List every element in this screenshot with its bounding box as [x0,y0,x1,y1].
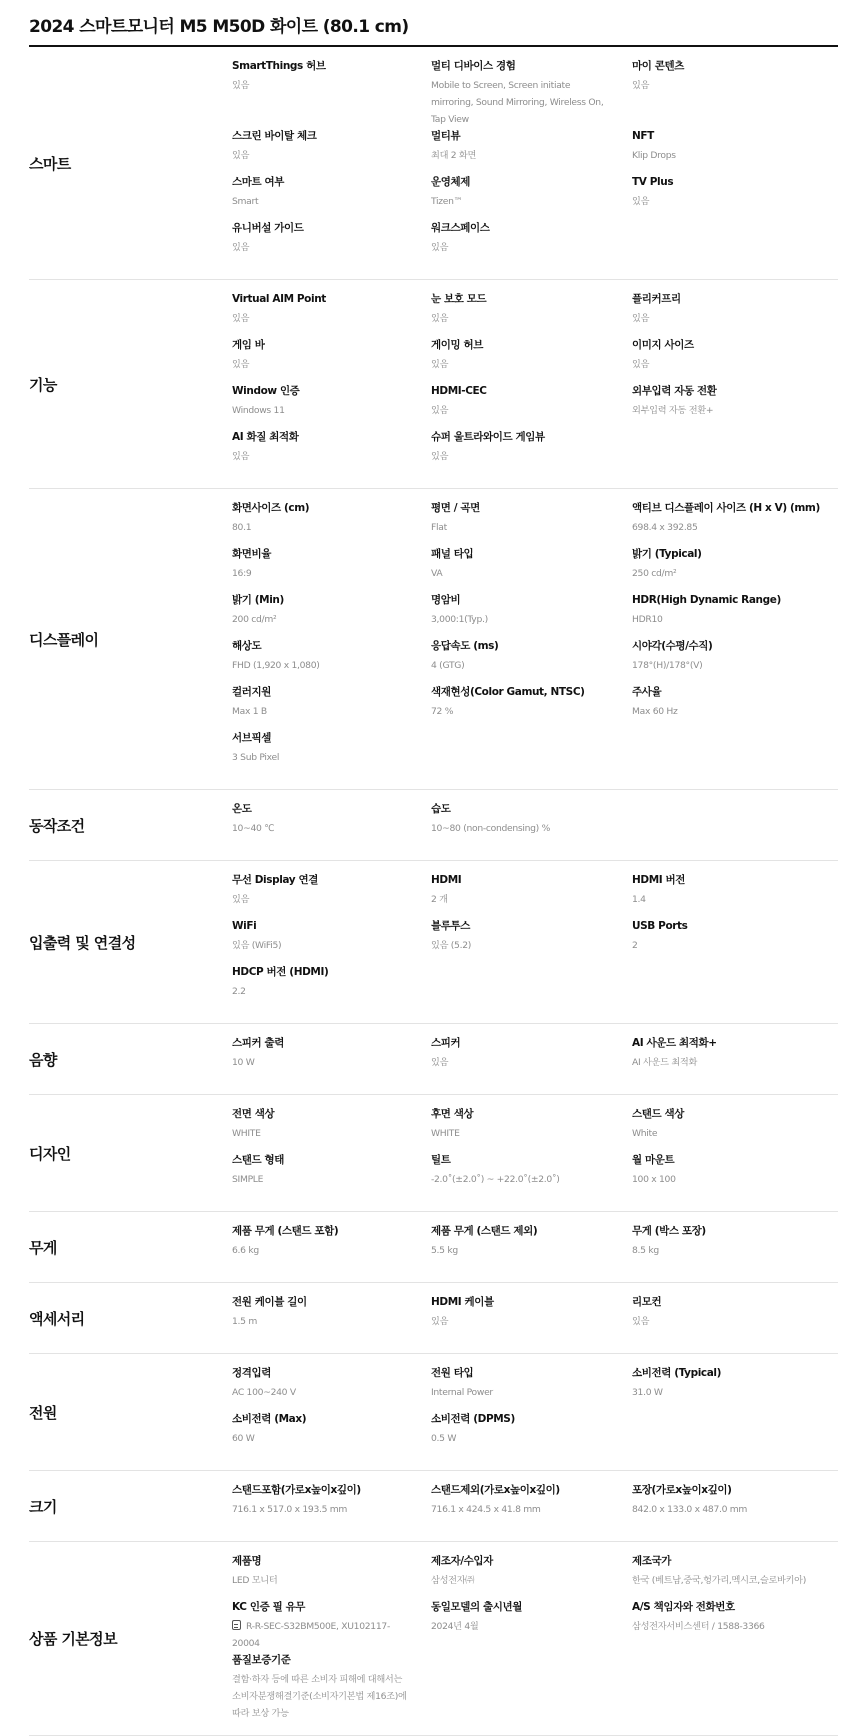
spec-item [232,638,431,684]
spec-item [232,684,431,730]
spec-item [232,1599,431,1652]
spec-label: 마이 콘텐츠 [632,60,684,72]
spec-value: AI 사운드 최적화 [632,1057,698,1068]
spec-item [232,1482,431,1528]
spec-item [232,1035,431,1081]
spec-item [232,1152,431,1198]
spec-grid [232,1095,838,1211]
spec-label: 품질보증기준 [232,1654,291,1666]
spec-label: 멀티 디바이스 경험 [431,60,516,72]
spec-item [632,128,838,174]
spec-label: 후면 색상 [431,1108,474,1120]
spec-value: WHITE [431,1128,460,1139]
spec-label: 리모컨 [632,1296,662,1308]
spec-value: 5.5 kg [431,1245,458,1256]
spec-item [431,1035,632,1081]
spec-item [232,1365,431,1411]
spec-value: 10~80 (non-condensing) % [431,823,550,834]
spec-label: 서브픽셀 [232,732,271,744]
spec-item [232,174,431,220]
spec-item [632,546,838,592]
spec-item [232,1294,431,1340]
spec-grid [232,1283,838,1353]
spec-value: 2 [632,940,638,951]
spec-value: 3 Sub Pixel [232,752,280,763]
spec-section [29,489,838,790]
spec-value: 10 W [232,1057,255,1068]
spec-label: A/S 책임자와 전화번호 [632,1601,735,1613]
spec-label: 스탠드 형태 [232,1154,284,1166]
spec-value: 한국 (베트남,중국,헝가리,멕시코,슬로바키아) [632,1575,807,1586]
section-title: 액세서리 [29,1309,85,1328]
spec-value: 72 % [431,706,454,717]
spec-item [632,1035,838,1081]
spec-label: 전원 케이블 길이 [232,1296,307,1308]
spec-label: 소비전력 (Max) [232,1413,307,1425]
spec-item [431,1223,632,1269]
spec-label: 포장(가로x높이x깊이) [632,1484,732,1496]
spec-item [431,918,632,964]
spec-value: Mobile to Screen, Screen initiate mirroring, Sound Mirroring, Wireless On, Tap View [431,80,604,125]
spec-label: 소비전력 (DPMS) [431,1413,515,1425]
spec-label: 무선 Display 연결 [232,874,318,886]
spec-value: 있음 [431,242,449,253]
spec-value: 8.5 kg [632,1245,659,1256]
spec-label: 외부입력 자동 전환 [632,385,717,397]
spec-label: 스피커 [431,1037,461,1049]
spec-item [632,1482,838,1528]
spec-value: 3,000:1(Typ.) [431,614,488,625]
section-title: 스마트 [29,154,71,173]
spec-item [232,1652,431,1722]
spec-item [232,291,431,337]
spec-value: Max 1 B [232,706,267,717]
spec-value: 있음 [431,313,449,324]
spec-item [632,1106,838,1152]
spec-value: 있음 [632,80,650,91]
spec-grid [232,1212,838,1282]
spec-label: HDCP 버전 (HDMI) [232,966,329,978]
spec-item [232,128,431,174]
spec-label: NFT [632,130,654,142]
spec-item [232,383,431,429]
section-title: 디스플레이 [29,630,99,649]
spec-item [431,291,632,337]
spec-item [632,500,838,546]
spec-item [431,500,632,546]
spec-value: 있음 [632,196,650,207]
spec-item [232,872,431,918]
spec-label: 전원 타입 [431,1367,474,1379]
section-title: 크기 [29,1497,57,1516]
spec-label: 스탠드포함(가로x높이x깊이) [232,1484,361,1496]
spec-item [232,337,431,383]
spec-value [232,1618,431,1652]
section-title: 디자인 [29,1144,71,1163]
spec-label: 멀티뷰 [431,130,461,142]
spec-value: 있음 (5.2) [431,940,472,951]
spec-value: 있음 [232,80,250,91]
spec-value: SIMPLE [232,1174,264,1185]
spec-item [431,546,632,592]
spec-value-text: R-R-SEC-S32BM500E, XU102117-20004 [232,1621,390,1649]
spec-section [29,1212,838,1283]
spec-section [29,280,838,489]
spec-item [232,1553,431,1599]
spec-item [232,429,431,475]
spec-item [232,1106,431,1152]
spec-value: 있음 [431,1057,449,1068]
spec-label: 틸트 [431,1154,451,1166]
spec-item [431,174,632,220]
spec-label: 시야각(수평/수직) [632,640,713,652]
spec-label: 스탠드 색상 [632,1108,684,1120]
spec-item [632,1152,838,1198]
section-title: 동작조건 [29,816,85,835]
spec-label: 스크린 바이탈 체크 [232,130,317,142]
spec-value: 있음 [232,894,250,905]
spec-value: 있음 [232,150,250,161]
spec-label: 워크스페이스 [431,222,490,234]
spec-value: 6.6 kg [232,1245,259,1256]
spec-value: 있음 [232,313,250,324]
spec-value: Windows 11 [232,405,285,416]
section-title: 전원 [29,1403,57,1422]
spec-grid [232,790,838,860]
kc-mark-icon [232,1620,241,1630]
spec-value: 100 x 100 [632,1174,676,1185]
spec-label: AI 화질 최적화 [232,431,299,443]
spec-sections [29,47,838,1736]
spec-value: 178°(H)/178°(V) [632,660,703,671]
spec-label: 제품명 [232,1555,262,1567]
spec-label: 밝기 (Min) [232,594,284,606]
spec-grid [232,1024,838,1094]
spec-value: 698.4 x 392.85 [632,522,698,533]
spec-grid [232,1354,838,1470]
spec-value: 2.2 [232,986,246,997]
spec-label: HDMI [431,874,462,886]
spec-label: 제품 무게 (스탠드 포함) [232,1225,339,1237]
spec-item [431,1411,632,1457]
spec-value: 있음 [431,405,449,416]
spec-label: 평면 / 곡면 [431,502,480,514]
spec-item [431,220,632,266]
spec-value: -2.0˚(±2.0˚) ~ +22.0˚(±2.0˚) [431,1174,560,1185]
spec-label: Virtual AIM Point [232,293,326,305]
spec-value: 있음 [232,242,250,253]
spec-item [431,383,632,429]
spec-label: 월 마운트 [632,1154,675,1166]
spec-label: 화면사이즈 (cm) [232,502,310,514]
spec-label: 플리커프리 [632,293,681,305]
spec-section [29,1354,838,1471]
spec-label: 전면 색상 [232,1108,275,1120]
spec-item [632,58,838,128]
spec-label: 제조국가 [632,1555,671,1567]
spec-item [632,383,838,429]
spec-value: Max 60 Hz [632,706,678,717]
section-title: 기능 [29,375,57,394]
spec-item [431,592,632,638]
spec-label: 제품 무게 (스탠드 제외) [431,1225,538,1237]
spec-label: 블루투스 [431,920,470,932]
spec-item [431,1106,632,1152]
spec-item [632,1294,838,1340]
spec-item [232,592,431,638]
spec-grid [232,489,838,789]
spec-item [232,964,431,1010]
spec-item [632,918,838,964]
spec-item [632,1599,838,1652]
spec-label: SmartThings 허브 [232,60,326,72]
spec-label: 주사율 [632,686,662,698]
spec-label: USB Ports [632,920,688,932]
spec-value: FHD (1,920 x 1,080) [232,660,320,671]
spec-value: 결함·하자 등에 따른 소비자 피해에 대해서는 소비자분쟁해결기준(소비자기본법 제16조)에 따라 보상 가능 [232,1674,407,1719]
spec-item [232,730,431,776]
spec-grid [232,47,838,279]
spec-value: VA [431,568,443,579]
spec-item [431,337,632,383]
spec-value: 10~40 ℃ [232,823,275,834]
spec-value: WHITE [232,1128,261,1139]
spec-item [431,429,632,475]
spec-label: 온도 [232,803,252,815]
spec-value: 외부입력 자동 전환+ [632,405,714,416]
spec-label: 액티브 디스플레이 사이즈 (H x V) (mm) [632,502,820,514]
spec-label: KC 인증 필 유무 [232,1601,306,1613]
spec-label: 색재현성(Color Gamut, NTSC) [431,686,585,698]
section-title: 무게 [29,1238,57,1257]
spec-item [431,801,632,847]
spec-item [632,638,838,684]
spec-value: 842.0 x 133.0 x 487.0 mm [632,1504,748,1515]
spec-label: 응답속도 (ms) [431,640,499,652]
spec-label: 명암비 [431,594,461,606]
spec-section [29,1542,838,1736]
spec-item [632,684,838,730]
page-title: 2024 스마트모니터 M5 M50D 화이트 (80.1 cm) [29,0,838,47]
spec-item [431,1482,632,1528]
spec-value: 있음 [431,451,449,462]
spec-value: 있음 [431,359,449,370]
spec-label: 이미지 사이즈 [632,339,694,351]
spec-value: 있음 [632,313,650,324]
section-title: 입출력 및 연결성 [29,933,136,952]
spec-grid [232,1542,838,1735]
spec-label: 컬러지원 [232,686,271,698]
spec-label: AI 사운드 최적화+ [632,1037,717,1049]
spec-item [431,1365,632,1411]
spec-label: HDR(High Dynamic Range) [632,594,781,606]
spec-label: TV Plus [632,176,674,188]
spec-value: HDR10 [632,614,663,625]
spec-value: 716.1 x 424.5 x 41.8 mm [431,1504,541,1515]
spec-label: 무게 (박스 포장) [632,1225,706,1237]
spec-value: 16:9 [232,568,252,579]
spec-value: 0.5 W [431,1433,457,1444]
spec-grid [232,1471,838,1541]
spec-item [232,1223,431,1269]
spec-item [232,801,431,847]
spec-value: 80.1 [232,522,252,533]
spec-item [232,918,431,964]
section-title: 상품 기본정보 [29,1630,117,1648]
spec-value: 있음 [632,1316,650,1327]
spec-label: 동일모델의 출시년월 [431,1601,522,1613]
spec-value: 200 cd/m² [232,614,277,625]
spec-value: 2 개 [431,894,448,905]
spec-section [29,1024,838,1095]
spec-item [632,1223,838,1269]
spec-item [232,546,431,592]
spec-label: 유니버설 가이드 [232,222,304,234]
spec-value: White [632,1128,658,1139]
spec-label: WiFi [232,920,257,932]
spec-item [431,128,632,174]
spec-item [232,500,431,546]
spec-section [29,861,838,1024]
spec-label: 스피커 출력 [232,1037,284,1049]
spec-label: 슈퍼 울트라와이드 게임뷰 [431,431,545,443]
spec-section [29,1283,838,1354]
spec-value: 60 W [232,1433,255,1444]
spec-value: 있음 [632,359,650,370]
spec-value: 31.0 W [632,1387,663,1398]
spec-value: 최대 2 화면 [431,150,477,161]
spec-value: Smart [232,196,259,207]
spec-value: AC 100~240 V [232,1387,296,1398]
spec-grid [232,280,838,488]
spec-label: 제조자/수입자 [431,1555,493,1567]
spec-label: 소비전력 (Typical) [632,1367,722,1379]
spec-item [632,291,838,337]
spec-value: Internal Power [431,1387,493,1398]
spec-value: 있음 [431,1316,449,1327]
spec-section [29,47,838,280]
spec-value: 삼성전자㈜ [431,1575,475,1586]
spec-item [431,1294,632,1340]
spec-label: HDMI 버전 [632,874,686,886]
spec-label: 습도 [431,803,451,815]
spec-item [632,174,838,220]
spec-item [232,220,431,266]
spec-label: 정격입력 [232,1367,271,1379]
spec-item [431,58,632,128]
spec-label: 스탠드제외(가로x높이x깊이) [431,1484,560,1496]
spec-value: Tizen™ [431,196,463,207]
spec-label: HDMI-CEC [431,385,487,397]
spec-grid [232,861,838,1023]
spec-value: 1.4 [632,894,646,905]
spec-section [29,1095,838,1212]
spec-value: Klip Drops [632,150,676,161]
spec-item [632,872,838,918]
spec-value: 250 cd/m² [632,568,677,579]
spec-label: 해상도 [232,640,262,652]
spec-item [632,337,838,383]
spec-label: HDMI 케이블 [431,1296,494,1308]
spec-label: 패널 타입 [431,548,474,560]
spec-item [431,1599,632,1652]
spec-item [431,684,632,730]
spec-item [431,1152,632,1198]
spec-item [431,1553,632,1599]
spec-label: 게임 바 [232,339,265,351]
spec-value: 4 (GTG) [431,660,465,671]
spec-label: 화면비율 [232,548,271,560]
spec-value: Flat [431,522,447,533]
spec-value: 있음 (WiFi5) [232,940,282,951]
spec-label: 운영체제 [431,176,470,188]
spec-value: 삼성전자서비스센터 / 1588-3366 [632,1621,765,1632]
spec-section [29,790,838,861]
spec-value: LED 모니터 [232,1575,278,1586]
spec-item [431,638,632,684]
spec-label: 게이밍 허브 [431,339,483,351]
spec-label: 눈 보호 모드 [431,293,487,305]
spec-item [232,1411,431,1457]
spec-value: 있음 [232,451,250,462]
section-title: 음향 [29,1050,57,1069]
spec-item [632,1365,838,1411]
spec-value: 있음 [232,359,250,370]
spec-label: Window 인증 [232,385,300,397]
spec-item [632,592,838,638]
spec-value: 716.1 x 517.0 x 193.5 mm [232,1504,348,1515]
spec-label: 밝기 (Typical) [632,548,702,560]
spec-item [232,58,431,128]
spec-label: 스마트 여부 [232,176,284,188]
spec-item [632,1553,838,1599]
spec-item [431,872,632,918]
spec-value: 2024년 4월 [431,1621,479,1632]
spec-section [29,1471,838,1542]
spec-value: 1.5 m [232,1316,257,1327]
